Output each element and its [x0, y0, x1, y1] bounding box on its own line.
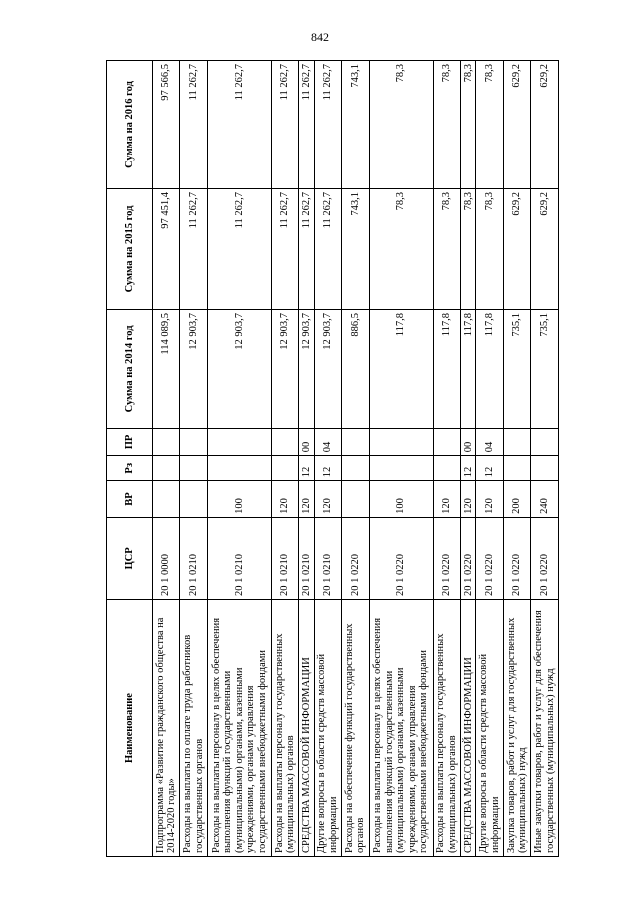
row-name: Другие вопросы в области средств массовой информации	[314, 600, 341, 857]
row-sum-2014: 117,8	[433, 310, 460, 429]
header-sum-2016: Сумма на 2016 год	[107, 61, 153, 189]
row-sum-2015: 78,3	[433, 188, 460, 309]
row-sum-2014: 114 089,5	[153, 310, 180, 429]
row-name: СРЕДСТВА МАССОВОЙ ИНФОРМАЦИИ	[299, 600, 314, 857]
row-sum-2015: 78,3	[369, 188, 433, 309]
row-vr: 120	[476, 481, 503, 518]
row-rz: 12	[314, 456, 341, 481]
table-body	[153, 61, 559, 857]
row-sum-2014: 117,8	[369, 310, 433, 429]
row-csr: 20 1 0220	[476, 517, 503, 599]
table-header-row	[107, 61, 153, 857]
row-sum-2015: 11 262,7	[314, 188, 341, 309]
row-sum-2016: 78,3	[461, 61, 476, 189]
row-rz	[531, 456, 559, 481]
row-pr	[369, 428, 433, 455]
row-csr: 20 1 0000	[153, 517, 180, 599]
row-rz	[369, 456, 433, 481]
table-row	[271, 61, 298, 857]
row-name: Закупка товаров, работ и услуг для государственных (муниципальных) нужд	[503, 600, 530, 857]
row-sum-2016: 11 262,7	[271, 61, 298, 189]
row-sum-2015: 629,2	[531, 188, 559, 309]
row-name: Другие вопросы в области средств массовой информации	[476, 600, 503, 857]
row-csr: 20 1 0220	[369, 517, 433, 599]
row-name: Иные закупки товаров, работ и услуг для обеспечения государственных (муниципальных) нужд	[531, 600, 559, 857]
row-rz: 12	[299, 456, 314, 481]
table-row	[314, 61, 341, 857]
row-csr: 20 1 0220	[461, 517, 476, 599]
table-row	[342, 61, 369, 857]
row-csr: 20 1 0210	[299, 517, 314, 599]
table-row	[207, 61, 271, 857]
row-rz	[342, 456, 369, 481]
table-row	[299, 61, 314, 857]
table-row	[433, 61, 460, 857]
table-row	[461, 61, 476, 857]
row-name: Расходы на выплаты персоналу государственных (муниципальных) органов	[433, 600, 460, 857]
row-sum-2016: 78,3	[433, 61, 460, 189]
row-vr	[153, 481, 180, 518]
row-pr	[531, 428, 559, 455]
row-rz	[503, 456, 530, 481]
row-name: Подпрограмма «Развитие гражданского общества на 2014-2020 годы»	[153, 600, 180, 857]
row-csr: 20 1 0210	[180, 517, 207, 599]
row-sum-2014: 117,8	[476, 310, 503, 429]
header-pr: ПР	[107, 428, 153, 455]
row-pr: 00	[299, 428, 314, 455]
row-vr: 240	[531, 481, 559, 518]
row-vr: 120	[299, 481, 314, 518]
row-name: Расходы на выплаты по оплате труда работников государственных органов	[180, 600, 207, 857]
row-rz	[153, 456, 180, 481]
row-rz	[271, 456, 298, 481]
row-sum-2016: 97 566,5	[153, 61, 180, 189]
row-sum-2015: 629,2	[503, 188, 530, 309]
row-name: Расходы на выплаты персоналу государственных (муниципальных) органов	[271, 600, 298, 857]
row-sum-2014: 12 903,7	[180, 310, 207, 429]
page-number: 842	[311, 30, 329, 44]
row-sum-2014: 12 903,7	[271, 310, 298, 429]
header-csr: ЦСР	[107, 517, 153, 599]
row-pr	[342, 428, 369, 455]
row-sum-2016: 629,2	[503, 61, 530, 189]
header-sum-2014: Сумма на 2014 год	[107, 310, 153, 429]
budget-table	[106, 60, 559, 857]
table-row	[476, 61, 503, 857]
row-vr: 120	[314, 481, 341, 518]
row-sum-2015: 11 262,7	[299, 188, 314, 309]
row-sum-2016: 78,3	[476, 61, 503, 189]
row-sum-2016: 743,1	[342, 61, 369, 189]
rotated-table-container	[106, 60, 559, 857]
row-pr: 00	[461, 428, 476, 455]
row-name: Расходы на выплаты персоналу в целях обеспечения выполнения функций государственными (муниципальными) органами, казенными учреждениями, органами управления государственными внебюджетными фондами	[369, 600, 433, 857]
row-vr: 120	[461, 481, 476, 518]
row-csr: 20 1 0220	[342, 517, 369, 599]
row-name: СРЕДСТВА МАССОВОЙ ИНФОРМАЦИИ	[461, 600, 476, 857]
row-sum-2016: 11 262,7	[314, 61, 341, 189]
row-sum-2015: 78,3	[461, 188, 476, 309]
row-sum-2014: 886,5	[342, 310, 369, 429]
table-row	[153, 61, 180, 857]
row-sum-2015: 11 262,7	[271, 188, 298, 309]
row-vr	[180, 481, 207, 518]
row-pr	[271, 428, 298, 455]
row-rz	[180, 456, 207, 481]
row-pr	[180, 428, 207, 455]
row-csr: 20 1 0210	[271, 517, 298, 599]
row-name: Расходы на выплаты персоналу в целях обеспечения выполнения функций государственными (муниципальными) органами, казенными учреждениями, органами управления государственными внебюджетными фондами	[207, 600, 271, 857]
row-sum-2014: 12 903,7	[299, 310, 314, 429]
row-sum-2016: 11 262,7	[180, 61, 207, 189]
row-sum-2015: 11 262,7	[207, 188, 271, 309]
row-vr: 120	[271, 481, 298, 518]
table-row	[180, 61, 207, 857]
row-pr	[433, 428, 460, 455]
row-rz: 12	[461, 456, 476, 481]
row-vr	[342, 481, 369, 518]
header-vr: ВР	[107, 481, 153, 518]
row-csr: 20 1 0210	[314, 517, 341, 599]
row-vr: 200	[503, 481, 530, 518]
row-pr: 04	[476, 428, 503, 455]
row-sum-2016: 11 262,7	[299, 61, 314, 189]
row-csr: 20 1 0220	[503, 517, 530, 599]
table-row	[503, 61, 530, 857]
row-pr	[153, 428, 180, 455]
table-row	[531, 61, 559, 857]
row-sum-2015: 97 451,4	[153, 188, 180, 309]
row-sum-2014: 117,8	[461, 310, 476, 429]
row-pr	[207, 428, 271, 455]
row-sum-2016: 11 262,7	[207, 61, 271, 189]
row-vr: 100	[207, 481, 271, 518]
row-rz	[433, 456, 460, 481]
row-csr: 20 1 0210	[207, 517, 271, 599]
row-rz: 12	[476, 456, 503, 481]
row-vr: 100	[369, 481, 433, 518]
row-pr: 04	[314, 428, 341, 455]
row-csr: 20 1 0220	[531, 517, 559, 599]
row-sum-2014: 12 903,7	[207, 310, 271, 429]
row-sum-2016: 629,2	[531, 61, 559, 189]
row-sum-2014: 12 903,7	[314, 310, 341, 429]
row-csr: 20 1 0220	[433, 517, 460, 599]
row-name: Расходы на обеспечение функций государственных органов	[342, 600, 369, 857]
row-sum-2016: 78,3	[369, 61, 433, 189]
header-sum-2015: Сумма на 2015 год	[107, 188, 153, 309]
row-sum-2015: 743,1	[342, 188, 369, 309]
row-pr	[503, 428, 530, 455]
row-sum-2015: 11 262,7	[180, 188, 207, 309]
header-rz: Рз	[107, 456, 153, 481]
table-row	[369, 61, 433, 857]
row-rz	[207, 456, 271, 481]
row-sum-2014: 735,1	[503, 310, 530, 429]
header-name: Наименование	[107, 600, 153, 857]
row-vr: 120	[433, 481, 460, 518]
row-sum-2015: 78,3	[476, 188, 503, 309]
row-sum-2014: 735,1	[531, 310, 559, 429]
